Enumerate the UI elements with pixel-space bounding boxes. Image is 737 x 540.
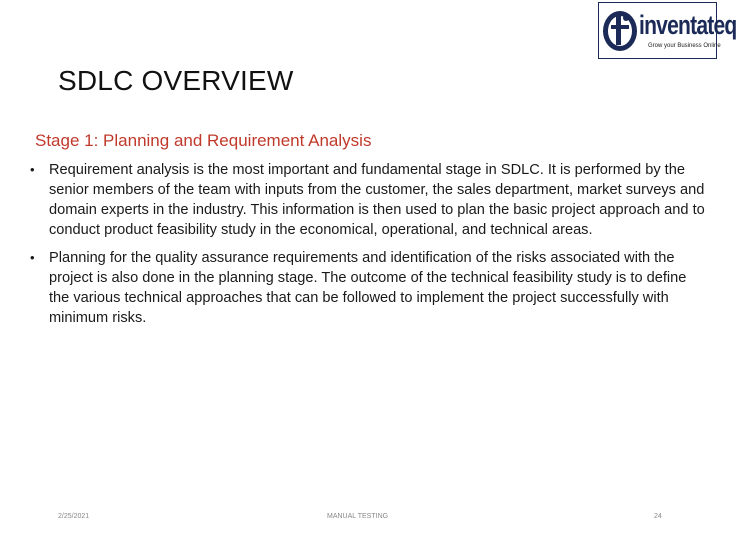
company-logo (598, 2, 737, 59)
bullet-list (30, 160, 705, 336)
logo-tagline: Grow your Business Online (648, 43, 721, 49)
footer-date: 2/25/2021 (58, 513, 90, 520)
bullet-dot-icon: • (30, 250, 35, 265)
slide-title: SDLC OVERVIEW (58, 65, 294, 96)
bullet-item (30, 160, 705, 240)
bullet-item (30, 248, 705, 328)
bullet-dot-icon: • (30, 162, 35, 177)
bullet-text: Requirement analysis is the most important and fundamental stage in SDLC. It is performed by the senior members of the team with inputs from the customer, the sales department, market surveys and domain experts in the industry. This information is then used to plan the basic project approach and to conduct product feasibility study in the economical, operational, and technical areas. (49, 162, 705, 238)
footer-title: MANUAL TESTING (327, 513, 389, 520)
slide-number: 24 (654, 513, 662, 520)
bullet-text: Planning for the quality assurance requirements and identification of the risks associated with the project is also done in the planning stage. The outcome of the technical feasibility study is to define the various technical approaches that can be followed to implement the project successfully with minimum risks. (49, 250, 687, 326)
slide-subtitle: Stage 1: Planning and Requirement Analysis (35, 131, 372, 150)
logo-wordmark: inventateq (639, 10, 737, 40)
